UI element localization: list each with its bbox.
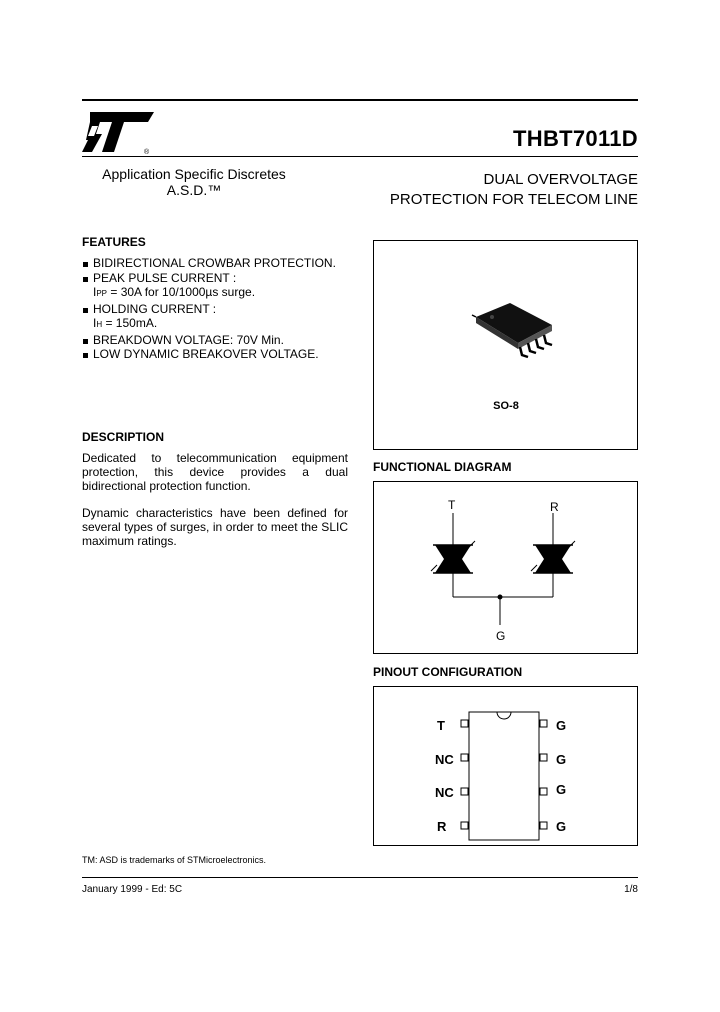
st-logo-icon [82,112,156,156]
asd-line-1: Application Specific Discretes [102,166,286,182]
description-paragraph-2: Dynamic characteristics have been defined for several types of surges, in order to meet the SLIC maximum ratings. [82,506,348,548]
feature-item: PEAK PULSE CURRENT : [82,271,362,286]
footer-rule [82,877,638,878]
feature-item: LOW DYNAMIC BREAKOVER VOLTAGE. [82,347,362,362]
top-rule [82,99,638,101]
pin-label-right: G [556,752,567,767]
package-box [373,240,638,450]
terminal-t-label: T [448,498,456,512]
title-line-2: PROTECTION FOR TELECOM LINE [389,191,638,208]
pin-label-left: R [437,819,447,834]
page-number: 1/8 [624,884,638,895]
feature-detail: IH = 150mA. [93,316,158,330]
functional-diagram-heading: FUNCTIONAL DIAGRAM [373,460,512,474]
trademark-note: TM: ASD is trademarks of STMicroelectronics. [82,855,267,865]
features-list [82,256,362,362]
package-label: SO-8 [493,400,519,412]
description-paragraph-1: Dedicated to telecommunication equipment protection, this device provides a dual bidirectional protection function. [82,451,348,493]
registered-mark: ® [144,149,150,156]
pinout-diagram [373,686,638,846]
feature-item: BIDIRECTIONAL CROWBAR PROTECTION. [82,256,362,271]
ic-body [469,712,539,840]
document-title [390,170,638,210]
footer-date: January 1999 - Ed: 5C [82,884,183,895]
asd-block [82,166,306,198]
title-line-1: DUAL OVERVOLTAGE [483,171,638,188]
terminal-g-label: G [496,629,506,643]
pin-label-right: G [556,718,567,733]
feature-item: HOLDING CURRENT : [82,302,362,317]
pin-label-left: T [437,718,445,733]
pin-label-left: NC [435,785,454,800]
pinout-heading: PINOUT CONFIGURATION [373,665,523,679]
part-number: THBT7011D [513,126,638,151]
description-heading: DESCRIPTION [82,430,165,444]
feature-detail: IPP = 30A for 10/1000µs surge. [93,285,256,299]
feature-item: BREAKDOWN VOLTAGE: 70V Min. [82,333,362,348]
functional-diagram [373,481,638,654]
terminal-r-label: R [550,500,559,514]
asd-line-2: A.S.D.™ [166,182,222,198]
pin-label-right: G [556,819,567,834]
features-heading: FEATURES [82,235,146,249]
pin-label-left: NC [435,752,454,767]
pin-label-right: G [556,782,567,797]
header-rule [82,156,638,157]
st-logo [82,112,156,156]
so8-package-icon [470,299,560,361]
